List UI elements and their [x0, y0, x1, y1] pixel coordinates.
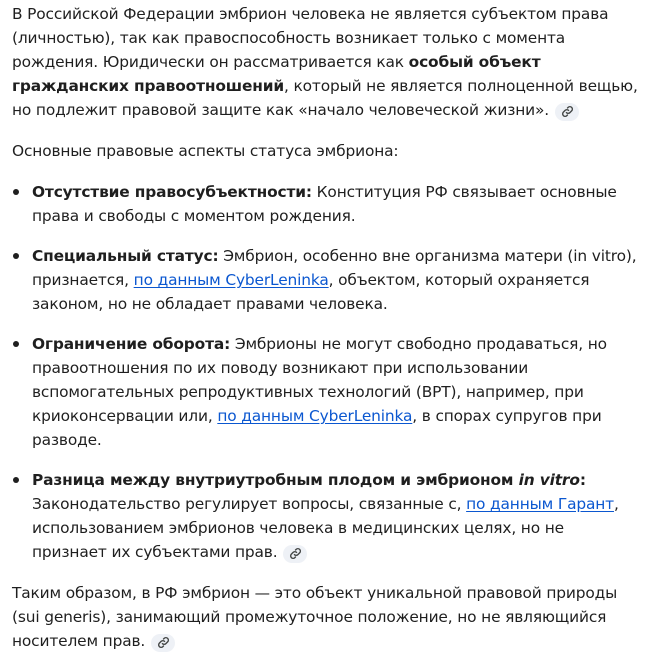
link-icon	[289, 547, 302, 560]
bullet-title-colon: :	[579, 471, 586, 489]
list-item	[12, 332, 642, 452]
bullet-text: , в спорах супругов при разводе.	[32, 407, 602, 449]
bullet-title-italic: in vitro	[518, 471, 580, 489]
aspects-list	[12, 180, 642, 564]
source-link-chip[interactable]	[151, 634, 175, 652]
list-item	[12, 180, 642, 228]
source-link-cyberleninka[interactable]: по данным CyberLeninka	[217, 407, 413, 425]
list-item	[12, 244, 642, 316]
intro-text-2: , который не является полноценной вещью, но подлежит правовой защите как «начало человеческой жизни».	[12, 77, 638, 119]
link-icon	[157, 636, 170, 649]
bullet-text: Законодательство регулирует вопросы, связанные с,	[32, 495, 467, 513]
conclusion-text: Таким образом, в РФ эмбрион — это объект уникальной правовой природы (sui generis), занимающий промежуточное положение, но не являющийся носителем прав.	[12, 584, 618, 650]
bullet-text: Эмбрион, особенно вне организма матери (in vitro), признается,	[32, 247, 637, 289]
intro-paragraph	[12, 2, 642, 122]
source-link-chip[interactable]	[283, 545, 307, 563]
source-link-cyberleninka[interactable]: по данным CyberLeninka	[133, 271, 329, 289]
conclusion-paragraph	[12, 581, 642, 653]
bullet-text: , использованием эмбрионов человека в медицинских целях, но не признает их субъектами прав.	[32, 495, 619, 561]
source-link-chip[interactable]	[555, 103, 579, 121]
bullet-title-text: Разница между внутриутробным плодом и эмбрионом	[32, 471, 519, 489]
bullet-text: Конституция РФ связывает основные права и свободы с моментом рождения.	[32, 183, 617, 225]
bullet-text: Эмбрионы не могут свободно продаваться, но правоотношения по их поводу возникают при использовании вспомогательных репродуктивных технологий (ВРТ), например, при криоконсервации или,	[32, 335, 607, 425]
intro-bold-term: особый объект гражданских правоотношений	[12, 53, 541, 95]
bullet-title: Ограничение оборота:	[32, 335, 231, 353]
bullet-text: , объектом, который охраняется законом, но не обладает правами человека.	[32, 271, 590, 313]
link-icon	[561, 105, 574, 118]
bullet-title	[32, 471, 586, 489]
list-item	[12, 468, 642, 564]
intro-text-1: В Российской Федерации эмбрион человека не является субъектом права (личностью), так как правоспособность возникает только с момента рождения. Юридически он рассматривается как	[12, 5, 609, 71]
source-link-garant[interactable]: по данным Гарант	[466, 495, 614, 513]
bullet-title: Отсутствие правосубъектности:	[32, 183, 312, 201]
aspects-heading: Основные правовые аспекты статуса эмбриона:	[12, 142, 399, 160]
bullet-title: Специальный статус:	[32, 247, 219, 265]
